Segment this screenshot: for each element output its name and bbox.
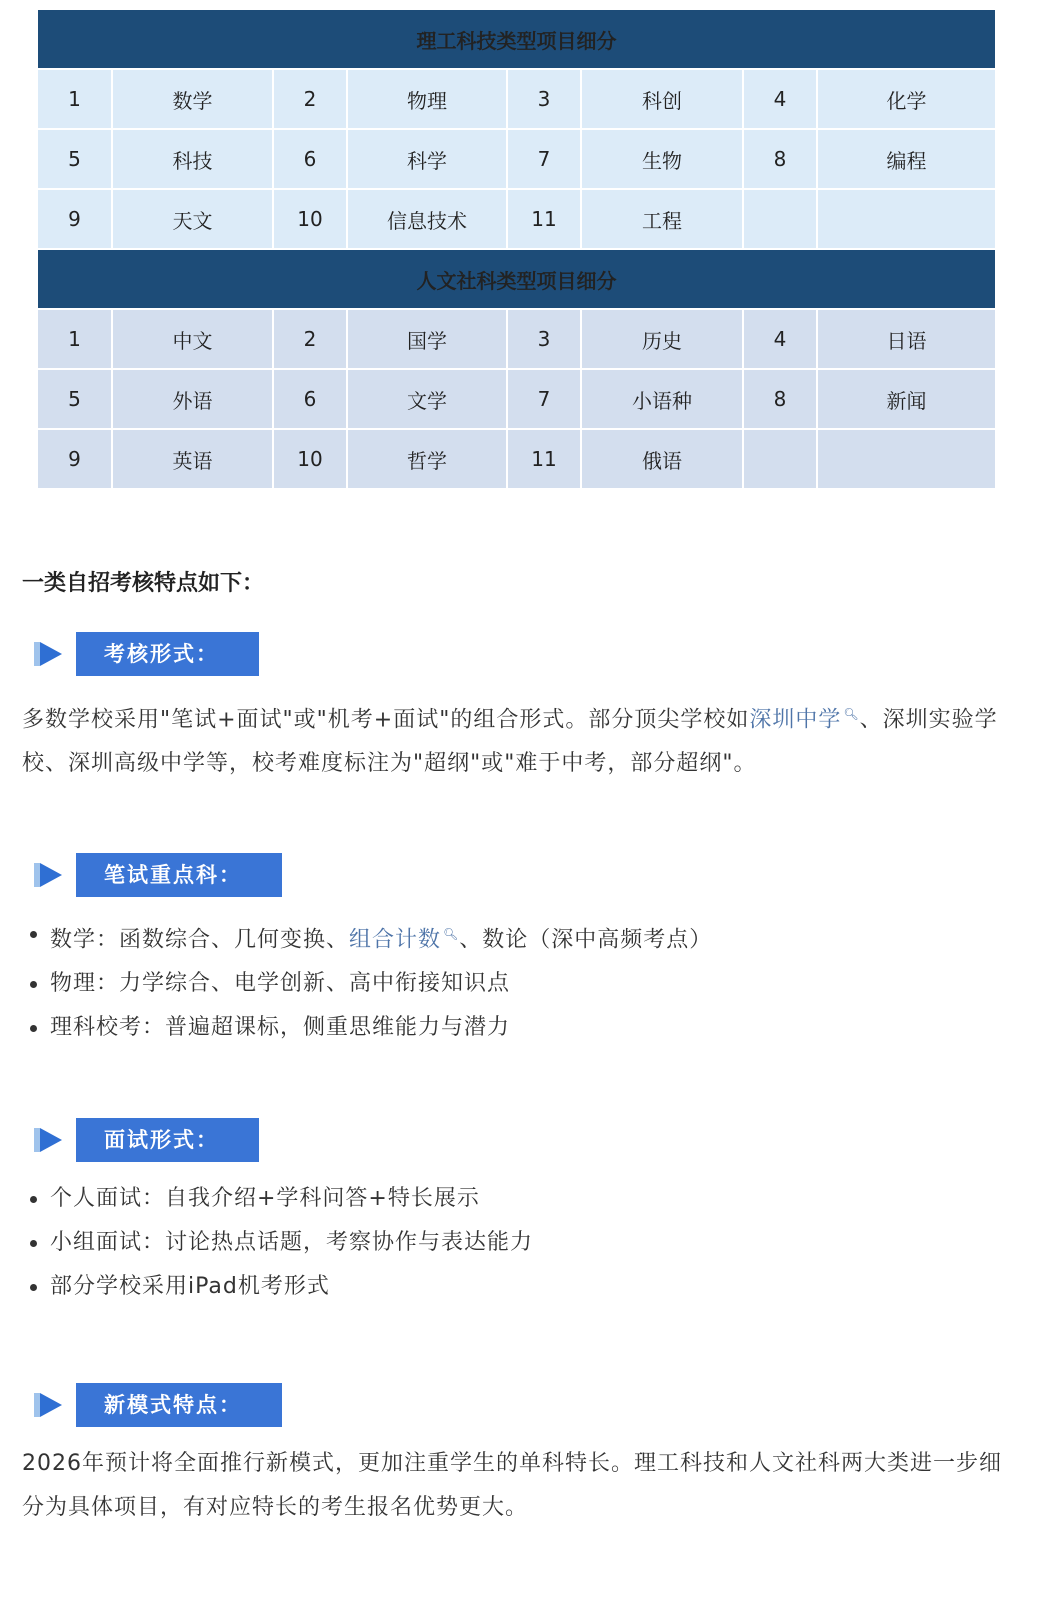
humanities-project-table [38, 250, 995, 490]
table-cell: 历史 [581, 309, 743, 369]
science-project-table [38, 10, 995, 250]
table-cell: 9 [38, 429, 112, 489]
table-cell: 科创 [581, 69, 743, 129]
table-cell: 10 [273, 429, 347, 489]
table-cell: 物理 [347, 69, 507, 129]
table-cell: 8 [743, 129, 817, 189]
table-cell: 英语 [112, 429, 273, 489]
table-cell: 俄语 [581, 429, 743, 489]
table-cell: 4 [743, 309, 817, 369]
written-exam-list [22, 912, 712, 1050]
list-item: 部分学校采用iPad机考形式 [22, 1265, 533, 1309]
table-cell: 3 [507, 69, 581, 129]
table-cell: 3 [507, 309, 581, 369]
table-cell: 8 [743, 369, 817, 429]
table-cell: 1 [38, 309, 112, 369]
shenzhen-middle-school-link[interactable]: 深圳中学 [749, 707, 842, 733]
table-cell [743, 189, 817, 249]
table-row [38, 369, 995, 429]
table-cell: 11 [507, 189, 581, 249]
table-cell: 数学 [112, 69, 273, 129]
table-row [38, 189, 995, 249]
list-item: 个人面试：自我介绍+学科问答+特长展示 [22, 1177, 533, 1221]
table-cell: 外语 [112, 369, 273, 429]
table-cell: 文学 [347, 369, 507, 429]
play-arrow-icon [32, 640, 66, 668]
table-row [38, 69, 995, 129]
search-icon[interactable]: 🔍︎ [443, 927, 460, 941]
play-arrow-icon [32, 1391, 66, 1419]
table-cell [817, 429, 995, 489]
table-cell: 6 [273, 369, 347, 429]
list-item [22, 912, 712, 962]
new-mode-paragraph: 2026年预计将全面推行新模式，更加注重学生的单科特长。理工科技和人文社科两大类进一步细分为具体项目，有对应特长的考生报名优势更大。 [22, 1451, 1002, 1520]
list-item: 物理：力学综合、电学创新、高中衔接知识点 [22, 962, 712, 1006]
intro-heading: 一类自招考核特点如下： [22, 571, 265, 596]
assessment-paragraph [22, 692, 1017, 786]
section-tag: 新模式特点： [76, 1383, 282, 1427]
play-arrow-icon [32, 1126, 66, 1154]
table-title: 人文社科类型项目细分 [38, 250, 995, 309]
table-cell: 化学 [817, 69, 995, 129]
table-cell: 5 [38, 369, 112, 429]
table-cell [743, 429, 817, 489]
table-cell: 2 [273, 309, 347, 369]
table-cell: 5 [38, 129, 112, 189]
table-row [38, 429, 995, 489]
table-cell: 6 [273, 129, 347, 189]
table-cell: 日语 [817, 309, 995, 369]
table-cell: 信息技术 [347, 189, 507, 249]
paragraph-text: 多数学校采用"笔试+面试"或"机考+面试"的组合形式。部分顶尖学校如 [22, 707, 750, 733]
section-tag: 考核形式： [76, 632, 259, 676]
table-cell: 7 [507, 129, 581, 189]
table-cell: 新闻 [817, 369, 995, 429]
table-cell: 科学 [347, 129, 507, 189]
table-cell: 2 [273, 69, 347, 129]
interview-list [22, 1177, 533, 1309]
table-cell: 编程 [817, 129, 995, 189]
table-cell: 哲学 [347, 429, 507, 489]
table-cell: 国学 [347, 309, 507, 369]
table-cell: 1 [38, 69, 112, 129]
section-tag: 面试形式： [76, 1118, 259, 1162]
table-cell: 生物 [581, 129, 743, 189]
table-cell: 天文 [112, 189, 273, 249]
list-item: 理科校考：普遍超课标，侧重思维能力与潜力 [22, 1006, 712, 1050]
table-cell [817, 189, 995, 249]
table-cell: 7 [507, 369, 581, 429]
table-title: 理工科技类型项目细分 [38, 10, 995, 69]
table-cell: 小语种 [581, 369, 743, 429]
search-icon[interactable]: 🔍︎ [843, 707, 860, 721]
table-cell: 11 [507, 429, 581, 489]
list-item: 小组面试：讨论热点话题，考察协作与表达能力 [22, 1221, 533, 1265]
table-row [38, 309, 995, 369]
paragraph-text: 、深圳实验学校、深圳高级中学等，校考难度标注为"超纲"或"难于中考，部分超纲"。 [22, 707, 998, 777]
list-item-text: 数学：函数综合、几何变换、 [50, 927, 350, 953]
table-cell: 4 [743, 69, 817, 129]
table-cell: 10 [273, 189, 347, 249]
play-arrow-icon [32, 861, 66, 889]
table-row [38, 129, 995, 189]
table-cell: 工程 [581, 189, 743, 249]
table-cell: 9 [38, 189, 112, 249]
table-cell: 科技 [112, 129, 273, 189]
combinatorics-link[interactable]: 组合计数 [349, 927, 442, 953]
section-tag: 笔试重点科： [76, 853, 282, 897]
table-cell: 中文 [112, 309, 273, 369]
list-item-text: 、数论（深中高频考点） [459, 927, 713, 953]
